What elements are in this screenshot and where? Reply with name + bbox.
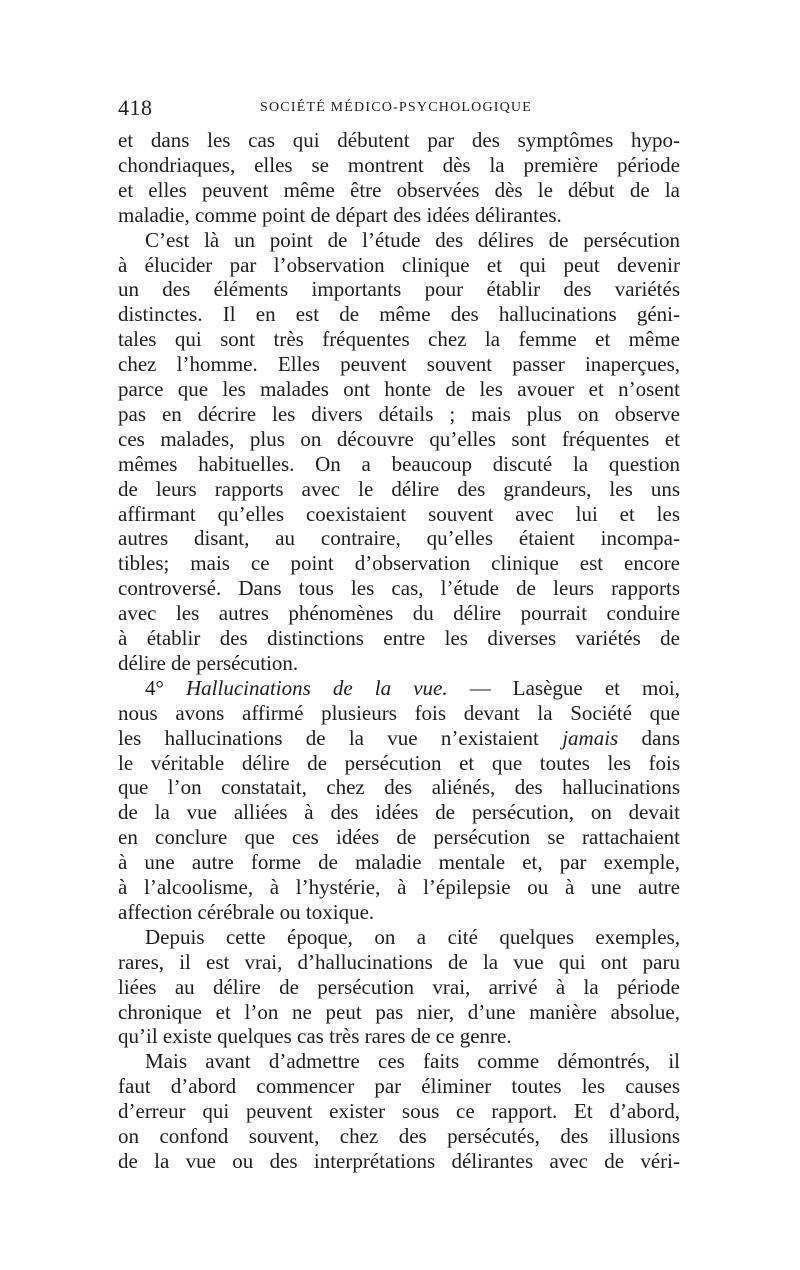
text-line: que l’on constatait, chez des aliénés, des hallucinations [118,775,680,800]
text-line: le véritable délire de persécution et que toutes les fois [118,750,680,775]
text-line: d’erreur qui peuvent exister sous ce rapport. Et d’abord, [118,1099,680,1124]
text-line: chez l’homme. Elles peuvent souvent passer inaperçues, [118,352,680,377]
text-line [145,674,680,702]
text-segment: — Lasègue et moi, [447,675,680,700]
italic-phrase: Hallucinations de la vue. [185,675,448,700]
text-line: délire de persécution. [118,650,299,675]
text-line: faut d’abord commencer par éliminer toutes les causes [118,1074,680,1099]
text-line: rares, il est vrai, d’hallucinations de la vue qui ont paru [118,949,680,974]
page-header [118,92,680,124]
text-line: maladie, comme point de départ des idées délirantes. [118,202,562,227]
text-line: de la vue alliées à des idées de persécution, on devait [118,800,680,825]
text-line: affection cérébrale ou toxique. [118,899,375,924]
text-line: parce que les malades ont honte de les avouer et n’osent [118,377,680,401]
text-line: et dans les cas qui débutent par des symptômes hypo- [118,128,680,152]
page-number: 418 [118,95,153,120]
text-line: de la vue ou des interprétations délirantes avec de véri- [118,1148,680,1173]
text-line: distinctes. Il en est de même des hallucinations géni- [118,302,680,327]
text-line: tibles; mais ce point d’observation clinique est encore [118,551,680,576]
text-line: chronique et l’on ne peut pas nier, d’une manière absolue, [118,999,680,1024]
text-line: Mais avant d’admettre ces faits comme démontrés, il [145,1049,680,1074]
text-line: controversé. Dans tous les cas, l’étude de leurs rapports [118,576,680,601]
text-line: à une autre forme de maladie mentale et, par exemple, [118,850,680,875]
text-line: à établir des distinctions entre les diverses variétés de [118,626,680,650]
text-line [118,724,680,752]
text-line: avec les autres phénomènes du délire pourrait conduire [118,601,680,626]
running-head: SOCIÉTÉ MÉDICO-PSYCHOLOGIQUE [260,100,532,115]
text-line: qu’il existe quelques cas très rares de ce genre. [118,1024,512,1049]
text-line: en conclure que ces idées de persécution se rattachaient [118,825,680,850]
text-line: un des éléments importants pour établir des variétés [118,277,680,302]
text-segment: dans [618,725,680,750]
text-line: à élucider par l’observation clinique et qui peut devenir [118,252,680,277]
text-line: mêmes habituelles. On a beaucoup discuté la question [118,451,680,476]
text-line: autres disant, au contraire, qu’elles étaient incompa- [118,526,680,551]
text-line: tales qui sont très fréquentes chez la femme et même [118,327,680,352]
text-segment: les hallucinations de la vue n’existaient [118,725,563,750]
text-line: Depuis cette époque, on a cité quelques exemples, [145,924,680,949]
text-line: on confond souvent, chez des persécutés, des illusions [118,1124,680,1148]
text-line: liées au délire de persécution vrai, arrivé à la période [118,974,680,999]
text-line: ces malades, plus on découvre qu’elles sont fréquentes et [118,426,680,451]
text-segment: 4° [145,675,186,700]
text-line: chondriaques, elles se montrent dès la première période [118,152,680,177]
text-line: à l’alcoolisme, à l’hystérie, à l’épilepsie ou à une autre [118,875,680,899]
text-line: affirmant qu’elles coexistaient souvent avec lui et les [118,501,680,526]
text-line: nous avons affirmé plusieurs fois devant la Société que [118,700,680,725]
text-line: et elles peuvent même être observées dès le début de la [118,177,680,202]
text-line: de leurs rapports avec le délire des grandeurs, les uns [118,476,680,501]
text-line: pas en décrire les divers détails ; mais plus on observe [118,401,680,426]
italic-phrase: jamais [562,725,619,750]
text-line: C’est là un point de l’étude des délires de persécution [145,227,680,252]
